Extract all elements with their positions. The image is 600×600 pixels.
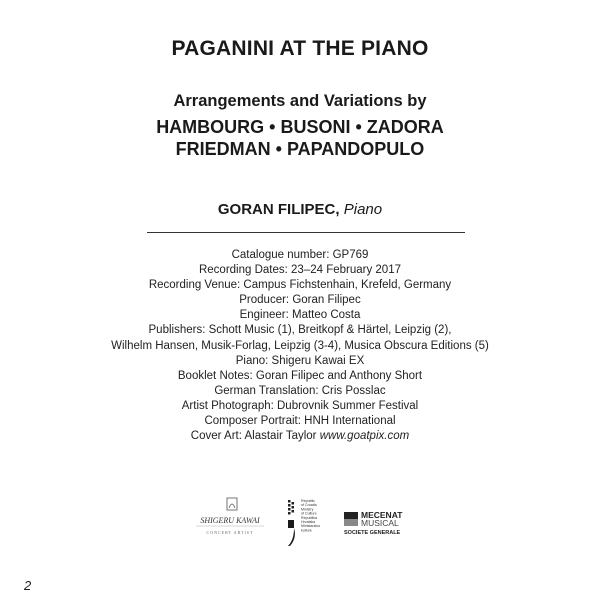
sponsor-logos xyxy=(0,496,600,556)
ministry-mark-icon xyxy=(288,500,295,546)
svg-text:Republic of Croatia xyxy=(301,499,321,532)
page-number: 2 xyxy=(24,578,32,593)
ministry-text-line: Hrvatska xyxy=(301,520,316,524)
credit-line: Recording Dates: 23–24 February 2017 xyxy=(198,264,401,277)
kawai-name: SHIGERU KAWAI xyxy=(200,516,260,525)
composer-list xyxy=(0,116,600,160)
kawai-emblem-icon xyxy=(227,498,237,510)
performer-instrument: Piano xyxy=(343,201,383,218)
societe-generale-square-icon xyxy=(344,512,358,526)
credit-line: Recording Venue: Campus Fichstenhain, Krefeld, Germany xyxy=(148,279,452,292)
performer xyxy=(0,201,600,218)
composer-line: FRIEDMAN • PAPANDOPULO xyxy=(175,139,425,159)
credit-line: Producer: Goran Filipec xyxy=(239,294,361,307)
mecenat-line: MECENAT xyxy=(361,510,403,520)
ministry-text-line: Republic xyxy=(301,499,315,503)
composer-line: HAMBOURG • BUSONI • ZADORA xyxy=(156,117,444,137)
ministry-text-line: Ministarstvo xyxy=(301,524,321,529)
ministry-text-line: of Croatia xyxy=(301,503,317,508)
ministry-text-line: kulture xyxy=(301,528,312,533)
credit-line: Catalogue number: GP769 xyxy=(231,249,369,261)
subtitle: Arrangements and Variations by xyxy=(173,92,427,110)
credit-line-cover-art xyxy=(0,429,600,444)
credits-block xyxy=(0,248,600,444)
cover-art-label: Cover Art: Alastair Taylor xyxy=(190,430,317,443)
mecenat-line: MUSICAL xyxy=(361,518,399,528)
credit-line: Publishers: Schott Music (1), Breitkopf & Härtel, Leipzig (2), xyxy=(148,324,452,337)
credit-line: Artist Photograph: Dubrovnik Summer Festival xyxy=(181,399,419,412)
divider xyxy=(147,232,465,233)
ministry-text-line: Ministry xyxy=(301,507,314,512)
credit-line: Composer Portrait: HNH International xyxy=(204,415,396,428)
ministry-of-culture-logo xyxy=(287,498,347,550)
album-title: PAGANINI AT THE PIANO xyxy=(171,37,429,60)
kawai-sub: CONCERT ARTIST xyxy=(206,530,254,535)
credit-line: Booklet Notes: Goran Filipec and Anthony Short xyxy=(177,369,423,382)
credit-line: German Translation: Cris Posslac xyxy=(214,384,386,397)
credit-line: Wilhelm Hansen, Musik-Forlag, Leipzig (3-4), Musica Obscura Editions (5) xyxy=(111,339,489,352)
ministry-text-line: Republika xyxy=(301,515,317,520)
ministry-text-line: of Culture xyxy=(301,511,317,516)
credit-line: Piano: Shigeru Kawai EX xyxy=(235,354,365,367)
performer-name: GORAN FILIPEC, xyxy=(217,201,340,218)
cover-art-url: www.goatpix.com xyxy=(319,430,410,443)
credit-line: Engineer: Matteo Costa xyxy=(239,309,361,322)
shigeru-kawai-logo xyxy=(190,496,270,546)
mecenat-musical-logo xyxy=(343,510,423,540)
mecenat-line: SOCIETE GENERALE xyxy=(344,530,401,536)
